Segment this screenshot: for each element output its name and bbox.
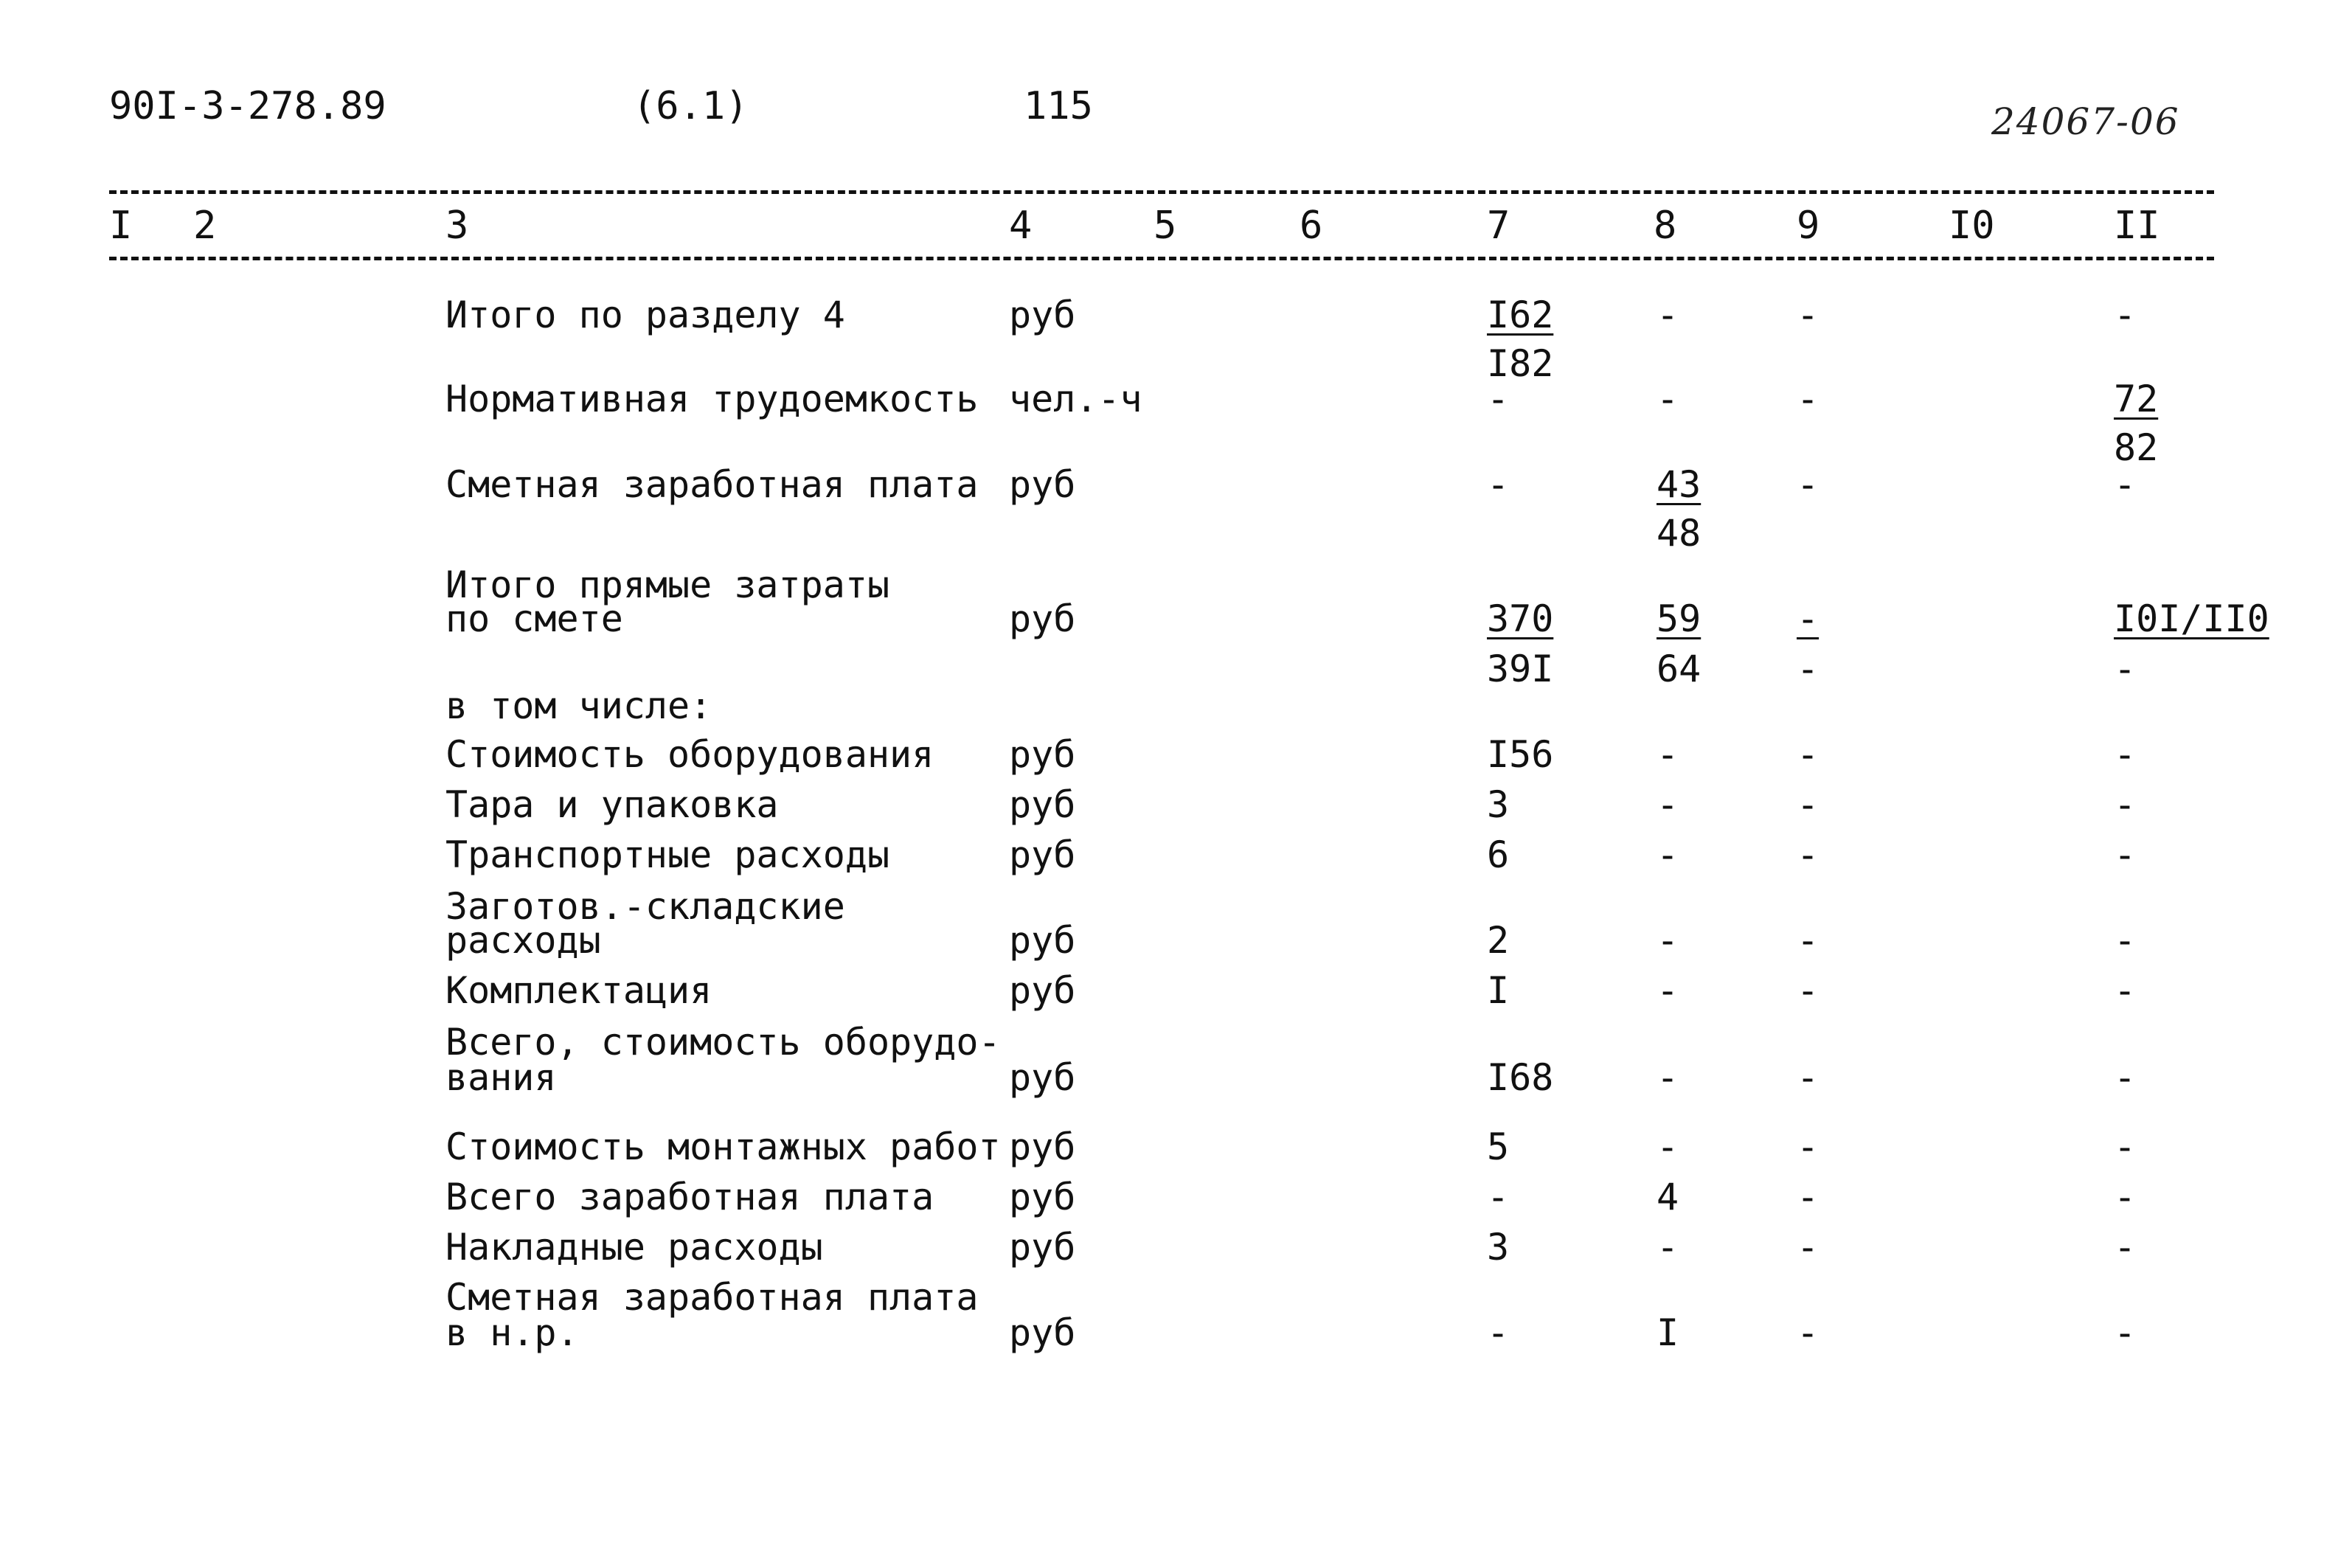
cell-col7: I68 <box>1487 1056 1554 1099</box>
cell-col11: - <box>2114 463 2137 506</box>
column-number: 8 <box>1654 204 1677 248</box>
cell-col8: 4 <box>1657 1176 1679 1218</box>
row-unit: руб <box>1009 733 1076 776</box>
column-number: 7 <box>1487 204 1510 248</box>
cell-col11: - <box>2114 1176 2137 1218</box>
row-label: Сметная заработная плата <box>445 463 979 506</box>
cell-col11: - <box>2114 969 2137 1012</box>
cell-col7: - <box>1487 1176 1510 1218</box>
cell-col11: - <box>2114 1311 2137 1354</box>
cell-col9: - <box>1797 294 1819 336</box>
row-unit: руб <box>1009 833 1076 876</box>
row-label-line2: вания <box>445 1056 557 1099</box>
row-unit: руб <box>1009 1056 1076 1099</box>
cell-col7: 3 <box>1487 1226 1510 1269</box>
document-code: 90I-3-278.89 <box>109 84 386 128</box>
cell-col9: - <box>1797 463 1819 506</box>
row-unit: руб <box>1009 969 1076 1012</box>
column-number: 9 <box>1797 204 1820 248</box>
row-label-line1: Заготов.-складские <box>445 885 845 928</box>
header-top-rule <box>109 190 2214 194</box>
column-number: 6 <box>1300 204 1323 248</box>
cell-col7: 3 <box>1487 783 1510 826</box>
cell-col7-denominator: 39I <box>1487 648 1554 690</box>
column-number: 5 <box>1154 204 1177 248</box>
cell-col7: 6 <box>1487 833 1510 876</box>
cell-col9: - <box>1797 1226 1819 1269</box>
cell-col11: - <box>2114 833 2137 876</box>
row-unit: руб <box>1009 1226 1076 1269</box>
cell-col8: - <box>1657 833 1679 876</box>
cell-col9: - <box>1797 1125 1819 1168</box>
cell-col7-numerator: I62 <box>1487 294 1554 336</box>
cell-col11-denominator: 82 <box>2114 426 2159 469</box>
cell-col8-denominator: 48 <box>1657 512 1701 555</box>
cell-col8-numerator: 59 <box>1657 597 1701 640</box>
cell-col9: - <box>1797 1311 1819 1354</box>
row-unit: руб <box>1009 783 1076 826</box>
column-number: 2 <box>193 204 217 248</box>
row-label-line2: расходы <box>445 919 601 962</box>
column-number: 3 <box>445 204 469 248</box>
row-label-line1: Сметная заработная плата <box>445 1276 979 1319</box>
cell-col8: - <box>1657 1226 1679 1269</box>
cell-col11: - <box>2114 1056 2137 1099</box>
cell-col9: - <box>1797 783 1819 826</box>
cell-col11: - <box>2114 1226 2137 1269</box>
row-label-line2: по смете <box>445 597 623 640</box>
cell-col7-denominator: I82 <box>1487 342 1554 385</box>
cell-col9: - <box>1797 1056 1819 1099</box>
cell-col7-numerator: 370 <box>1487 597 1554 640</box>
column-number: I <box>109 204 133 248</box>
row-label: Стоимость оборудования <box>445 733 934 776</box>
row-label: Всего заработная плата <box>445 1176 934 1218</box>
cell-col9: - <box>1797 833 1819 876</box>
cell-col9-numerator: - <box>1797 597 1819 640</box>
row-label: Нормативная трудоемкость <box>445 378 979 420</box>
cell-col11: - <box>2114 1125 2137 1168</box>
row-label-line2: в н.р. <box>445 1311 579 1354</box>
row-unit: руб <box>1009 463 1076 506</box>
cell-col11: - <box>2114 733 2137 776</box>
cell-col9-denominator: - <box>1797 648 1819 690</box>
handwritten-inventory-number: 24067-06 <box>1991 100 2180 143</box>
cell-col11: - <box>2114 294 2137 336</box>
row-unit: руб <box>1009 597 1076 640</box>
cell-col7: - <box>1487 1311 1510 1354</box>
page-number: 115 <box>1024 84 1093 128</box>
row-unit: руб <box>1009 1311 1076 1354</box>
row-unit: руб <box>1009 1176 1076 1218</box>
row-label: Накладные расходы <box>445 1226 823 1269</box>
cell-col8-denominator: 64 <box>1657 648 1701 690</box>
cell-col8-numerator: 43 <box>1657 463 1701 506</box>
cell-col9: - <box>1797 969 1819 1012</box>
cell-col8: - <box>1657 1056 1679 1099</box>
cell-col9: - <box>1797 919 1819 962</box>
cell-col8: - <box>1657 294 1679 336</box>
cell-col9: - <box>1797 1176 1819 1218</box>
column-number: 4 <box>1009 204 1033 248</box>
cell-col8: - <box>1657 378 1679 420</box>
cell-col11-numerator: I0I/II0 <box>2114 597 2269 640</box>
row-label-line1: Всего, стоимость оборудо- <box>445 1021 1001 1064</box>
cell-col9: - <box>1797 733 1819 776</box>
row-label: Комплектация <box>445 969 712 1012</box>
row-label: Тара и упаковка <box>445 783 779 826</box>
cell-col7: I56 <box>1487 733 1554 776</box>
row-label: в том числе: <box>445 684 712 727</box>
cell-col8: - <box>1657 969 1679 1012</box>
row-unit: руб <box>1009 919 1076 962</box>
cell-col8: - <box>1657 1125 1679 1168</box>
cell-col7: - <box>1487 378 1510 420</box>
column-number: I0 <box>1949 204 1995 248</box>
cell-col11-denominator: - <box>2114 648 2137 690</box>
section-number: (6.1) <box>633 84 749 128</box>
cell-col11: - <box>2114 783 2137 826</box>
row-label: Итого по разделу 4 <box>445 294 845 336</box>
cell-col7: - <box>1487 463 1510 506</box>
cell-col11: - <box>2114 919 2137 962</box>
cell-col9: - <box>1797 378 1819 420</box>
header-bottom-rule <box>109 257 2214 260</box>
row-label: Стоимость монтажных работ <box>445 1125 1001 1168</box>
row-unit: руб <box>1009 294 1076 336</box>
cell-col7: 5 <box>1487 1125 1510 1168</box>
cell-col11-numerator: 72 <box>2114 378 2159 420</box>
column-number: II <box>2114 204 2160 248</box>
cell-col7: I <box>1487 969 1510 1012</box>
cell-col7: 2 <box>1487 919 1510 962</box>
row-unit: чел.-ч <box>1009 378 1142 420</box>
row-label: Транспортные расходы <box>445 833 890 876</box>
cell-col8: - <box>1657 783 1679 826</box>
cell-col8: - <box>1657 919 1679 962</box>
row-label-line1: Итого прямые затраты <box>445 563 890 606</box>
row-unit: руб <box>1009 1125 1076 1168</box>
cell-col8: I <box>1657 1311 1679 1354</box>
cell-col8: - <box>1657 733 1679 776</box>
